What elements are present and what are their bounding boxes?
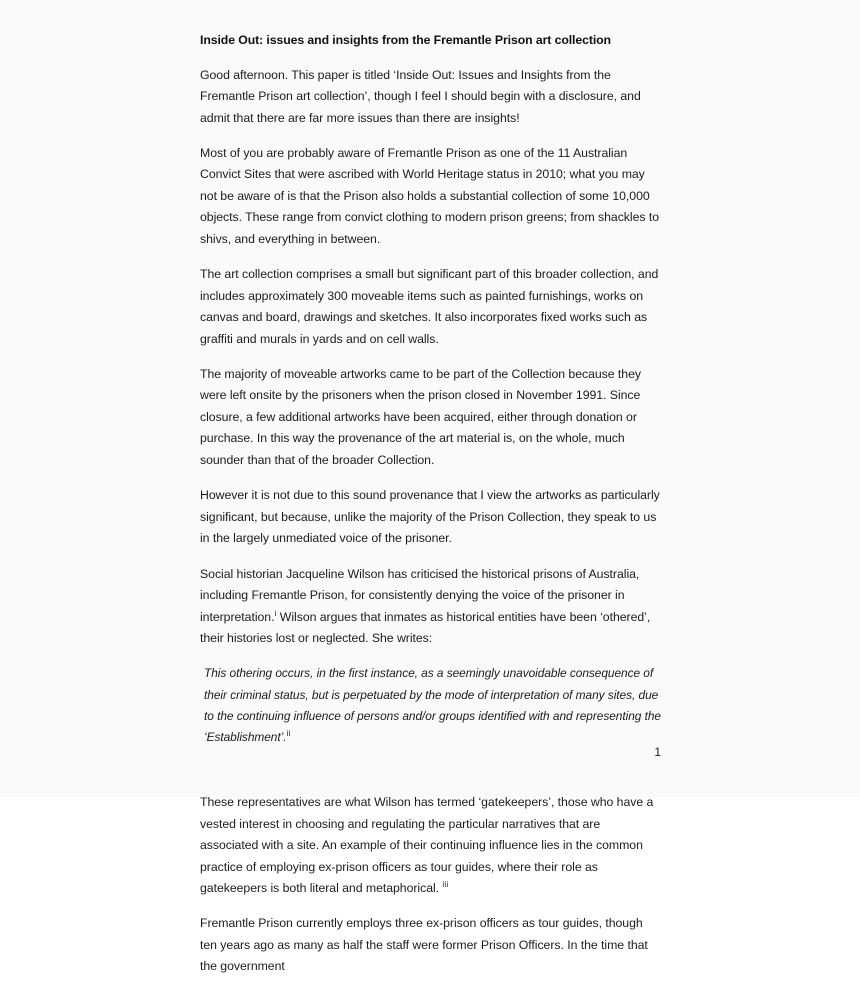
endnote-marker-iii: iii [442,879,449,889]
paragraph-6-text-after-endnote: Wilson argues that inmates as historical entities have been ‘othered’, their histories lost or neglected. She writes: [200,609,651,646]
paragraph-2: Most of you are probably aware of Fremantle Prison as one of the 11 Australian Convict Sites that were ascribed with World Heritage status in 2010; what you may not be aware of is that the Prison also holds a substantial collection of some 10,000 objects. These range from convict clothing to modern prison greens; from shackles to shivs, and everything in between. [200,145,659,246]
page-title: Inside Out: issues and insights from the Fremantle Prison art collection [200,33,611,47]
page-number: 1 [654,745,661,759]
endnote-marker-ii: ii [286,729,291,739]
paragraph-5: However it is not due to this sound provenance that I view the artworks as particularly significant, but because, unlike the majority of the Prison Collection, they speak to us in the largely unmediated voice of the prisoner. [200,488,660,546]
blockquote-wilson [200,663,661,748]
paragraph-6 [200,564,661,650]
document-body [200,32,661,992]
paragraph-4: The majority of moveable artworks came to be part of the Collection because they were left onsite by the prisoners when the prison closed in November 1991. Since closure, a few additional artworks have been acquired, either through donation or purchase. In this way the provenance of the art material is, on the whole, much sounder than that of the broader Collection. [200,367,641,467]
paragraph-3: The art collection comprises a small but significant part of this broader collection, and includes approximately 300 moveable items such as painted furnishings, works on canvas and board, drawings and sketches. It also incorporates fixed works such as graffiti and murals in yards and on cell walls. [200,267,659,346]
blank-line-spacer [200,762,661,792]
paragraph-7 [200,792,661,899]
paragraph-7-text-before-endnote: These representatives are what Wilson has termed ‘gatekeepers’, those who have a vested interest in choosing and regulating the particular narratives that are associated with a site. An example of their continuing influence lies in the common practice of employing ex-prison officers as tour guides, where their role as gatekeepers is both literal and metaphorical. [200,795,654,896]
endnote-marker-i: i [274,608,277,618]
paragraph-6-text-before-endnote: Social historian Jacqueline Wilson has criticised the historical prisons of Australia, including Fremantle Prison, for consistently denying the voice of the prisoner in interpretation. [200,566,640,624]
blockquote-text: This othering occurs, in the first instance, as a seemingly unavoidable consequence of their criminal status, but is perpetuated by the mode of interpretation of many sites, due to the continuing influence of persons and/or groups identified with and representing the ‘Establishment’. [204,666,661,745]
paragraph-1: Good afternoon. This paper is titled ‘Inside Out: Issues and Insights from the Fremantle Prison art collection’, though I feel I should begin with a disclosure, and admit that there are far more issues than there are insights! [200,67,641,125]
paragraph-8: Fremantle Prison currently employs three ex-prison officers as tour guides, though ten years ago as many as half the staff were former Prison Officers. In the time that the government [200,916,648,974]
